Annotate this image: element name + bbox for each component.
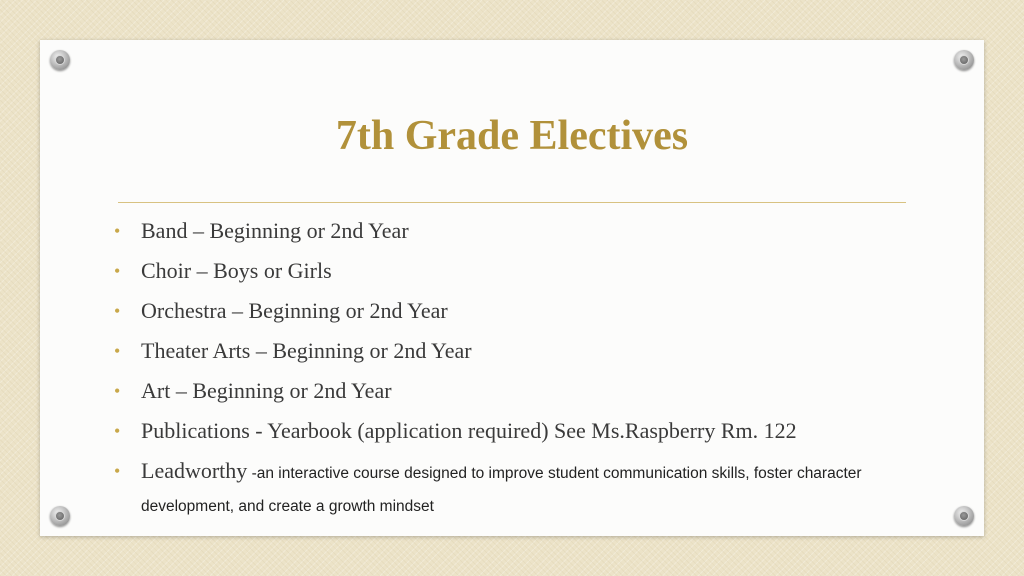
- item-text: Leadworthy: [141, 458, 248, 483]
- list-item: [114, 416, 904, 456]
- bullet-icon: •: [114, 221, 121, 241]
- list-item: [114, 456, 904, 522]
- bullet-icon: •: [114, 341, 121, 361]
- bullet-icon: •: [114, 421, 121, 441]
- list-item: [114, 296, 904, 336]
- bullet-icon: •: [114, 461, 121, 481]
- list-item: [114, 216, 904, 256]
- pushpin-icon: [50, 50, 70, 70]
- item-text: Publications - Yearbook (application required) See Ms.Raspberry Rm. 122: [141, 418, 797, 443]
- slide-title: 7th Grade Electives: [335, 113, 689, 159]
- item-text: Band – Beginning or 2nd Year: [141, 218, 409, 243]
- item-text: Theater Arts – Beginning or 2nd Year: [141, 338, 472, 363]
- list-item: [114, 336, 904, 376]
- pushpin-icon: [954, 506, 974, 526]
- bullet-icon: •: [114, 261, 121, 281]
- title-divider: [118, 202, 906, 203]
- bullet-icon: •: [114, 381, 121, 401]
- pushpin-icon: [50, 506, 70, 526]
- bullet-icon: •: [114, 301, 121, 321]
- list-item: [114, 256, 904, 296]
- item-description: -an interactive course designed to improve student communication skills, foster character development, and create a growth mindset: [141, 465, 862, 515]
- pushpin-icon: [954, 50, 974, 70]
- item-text: Choir – Boys or Girls: [141, 258, 332, 283]
- list-item: [114, 376, 904, 416]
- item-text: Orchestra – Beginning or 2nd Year: [141, 298, 448, 323]
- electives-list: [114, 216, 904, 522]
- item-text: Art – Beginning or 2nd Year: [141, 378, 392, 403]
